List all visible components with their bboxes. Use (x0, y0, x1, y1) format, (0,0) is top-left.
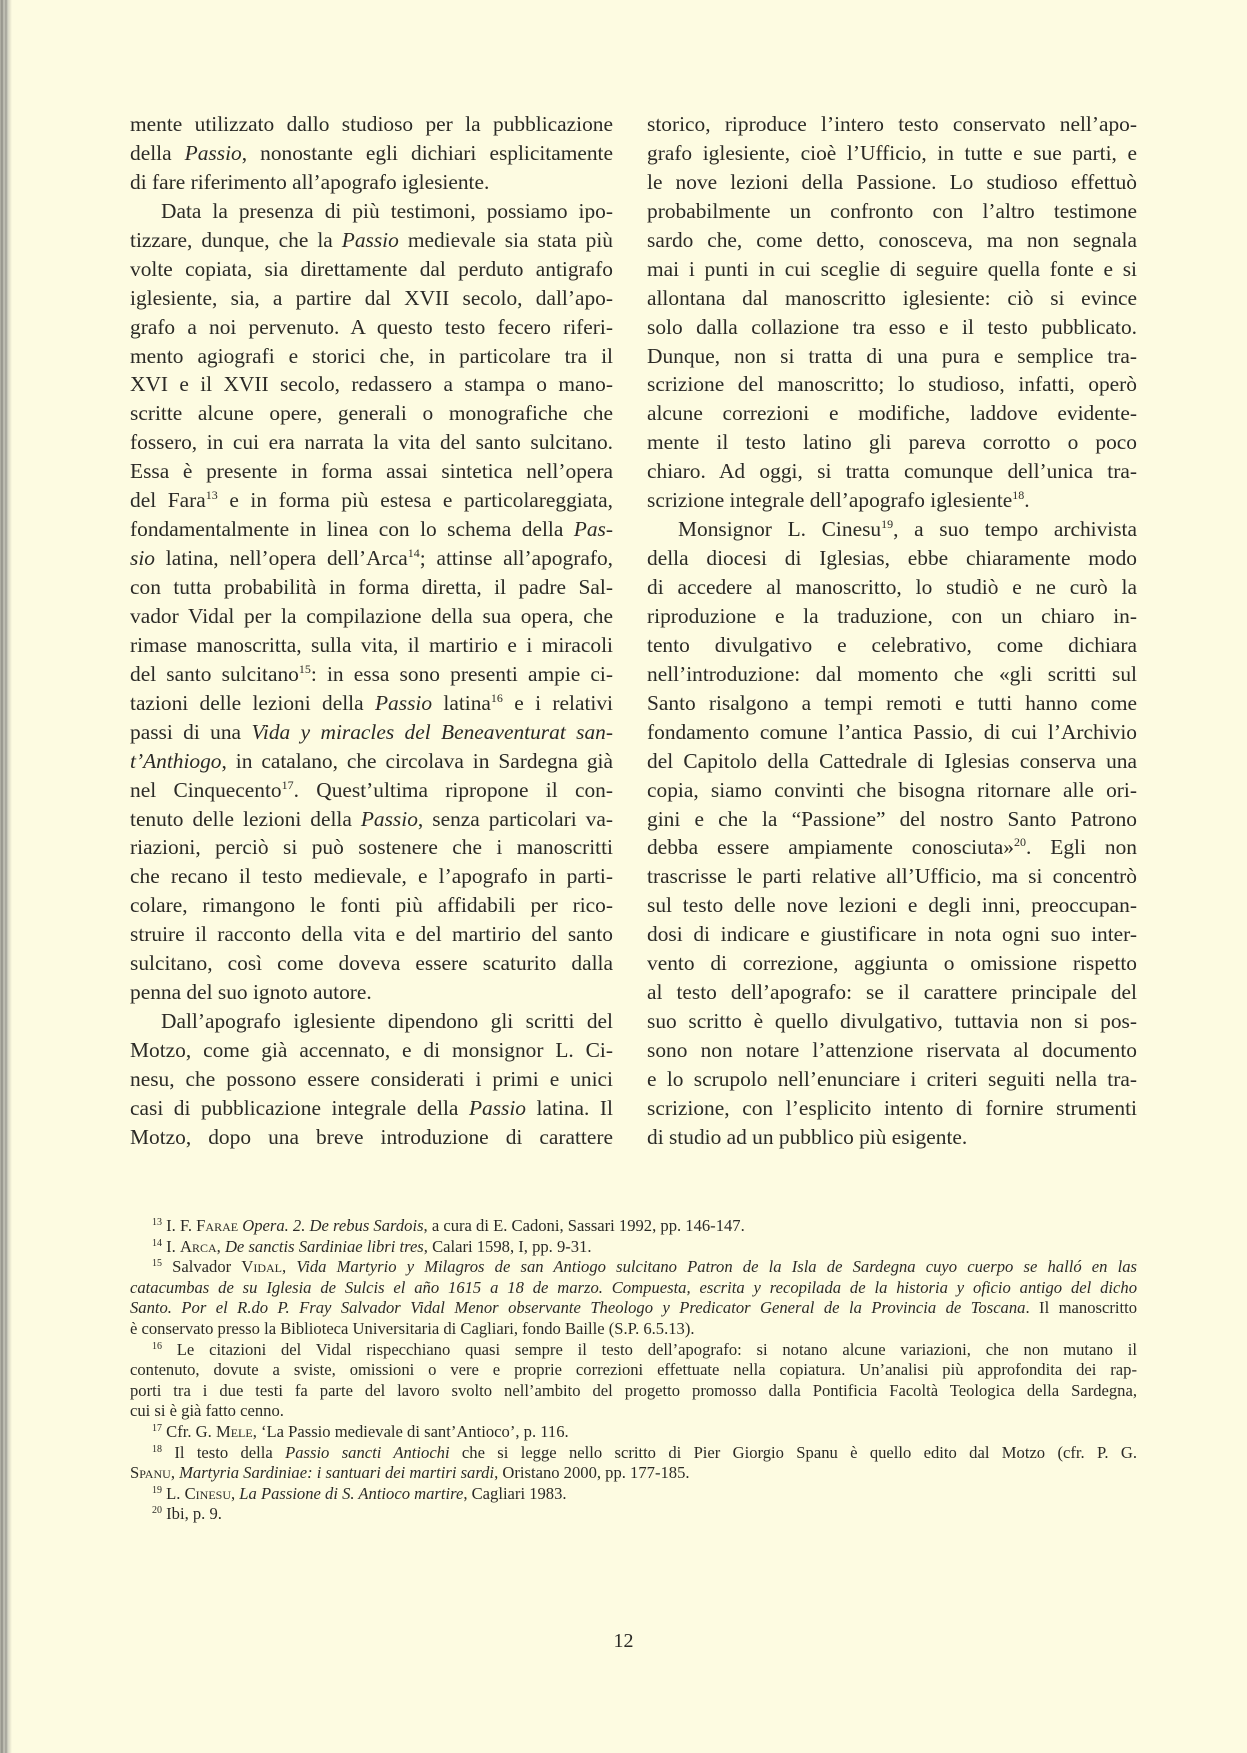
footnote-line (130, 1340, 1137, 1361)
text-segment: passi di una (130, 719, 252, 744)
italic-text: Passio (374, 690, 433, 715)
text-segment: casi di pubblicazione integrale della (130, 1095, 469, 1120)
text-line (647, 833, 1137, 862)
text-line (647, 660, 1137, 689)
text-line (130, 428, 613, 457)
text-segment: porti tra i due testi fa parte del lavoro svolto nell’ambito del progetto promosso dalla Pontificia Facoltà Teologica della Sardegna, (130, 1380, 1137, 1400)
footnote-line (130, 1381, 1137, 1402)
text-segment: , senza particolari va- (417, 806, 613, 831)
text-line (647, 486, 1137, 515)
text-segment: dosi di indicare e giustificare in nota ogni suo inter- (647, 922, 1137, 947)
italic-text: Passio sancti Antiochi (285, 1442, 450, 1462)
footnote-reference: 14 (407, 546, 420, 561)
text-segment: probabilmente un confronto con l’altro testimone (647, 198, 1137, 223)
footnote-reference: 16 (490, 690, 503, 705)
text-line (647, 428, 1137, 457)
text-line (130, 862, 613, 891)
footnote-line (130, 1298, 1137, 1319)
text-segment: copia, siamo convinti che bisogna ritornare alle ori- (647, 777, 1137, 802)
text-segment: solo dalla collazione tra esso e il testo pubblicato. (647, 314, 1137, 339)
body-column-left (130, 110, 613, 1152)
text-line (647, 718, 1137, 747)
text-line (130, 573, 613, 602)
text-segment: sul testo delle nove lezioni e degli inni, preoccupan- (647, 893, 1137, 918)
text-line (130, 631, 613, 660)
footnote-reference: 17 (152, 1422, 162, 1434)
text-segment: XVI e il XVII secolo, redassero a stampa o mano- (130, 372, 613, 397)
text-segment: di accedere al manoscritto, lo studiò e ne curò la (647, 575, 1137, 599)
text-segment: vador Vidal per la compilazione della sua opera, che (130, 603, 613, 628)
text-line (647, 399, 1137, 428)
footnote-line (130, 1504, 1137, 1525)
text-segment: storico, riproduce l’intero testo conservato nell’apo- (647, 112, 1137, 136)
text-segment: è conservato presso la Biblioteca Universitaria di Cagliari, fondo Baille (S.P. 6.5.13). (130, 1318, 695, 1338)
text-segment: debba essere ampiamente conosciuta» (647, 835, 1014, 860)
footnote-line (130, 1278, 1137, 1299)
italic-text: Passio (360, 806, 418, 831)
text-segment: Monsignor L. Cinesu (678, 517, 882, 542)
text-line (130, 168, 613, 197)
text-segment: sulcitano, così come doveva essere scaturito dalla (130, 951, 613, 976)
text-segment: Dunque, non si tratta di una pura e semplice tra- (647, 343, 1137, 368)
text-segment: al testo dell’apografo: se il carattere principale del (647, 980, 1137, 1005)
text-line (130, 747, 613, 776)
text-line (130, 226, 613, 255)
text-line (647, 1036, 1137, 1065)
text-segment: . Il manoscritto (1025, 1298, 1137, 1318)
footnote-line (130, 1422, 1137, 1443)
text-segment: chiaro. Ad oggi, si tratta comunque dell’unica tra- (647, 459, 1137, 484)
text-line (647, 978, 1137, 1007)
text-line (130, 1123, 613, 1152)
text-line (647, 515, 1137, 544)
text-segment: tenuto delle lezioni della (130, 806, 361, 831)
text-line (130, 920, 613, 949)
text-line (647, 862, 1137, 891)
author-name: Spanu (130, 1463, 171, 1483)
text-segment: scritte alcune opere, generali o monografiche che (130, 401, 613, 426)
text-line (130, 949, 613, 978)
text-segment: : in essa sono presenti ampie ci- (310, 661, 613, 686)
text-line (647, 457, 1137, 486)
text-line (130, 255, 613, 284)
footnote-line (130, 1484, 1137, 1505)
text-line (130, 805, 613, 834)
text-line (130, 978, 613, 1007)
text-segment: . Egli non (1025, 835, 1138, 860)
text-line (130, 689, 613, 718)
text-line (647, 891, 1137, 920)
text-line (130, 313, 613, 342)
text-segment: le nove lezioni della Passione. Lo studioso effettuò (647, 169, 1137, 194)
text-segment: cui si è già fatto cenno. (130, 1401, 284, 1421)
text-line (647, 197, 1137, 226)
text-segment: Cfr. G. (162, 1421, 216, 1441)
footnote-reference: 13 (152, 1217, 162, 1228)
footnote-reference: 19 (152, 1484, 162, 1496)
text-line (647, 805, 1137, 834)
text-segment: I. (162, 1236, 180, 1256)
text-segment: del santo sulcitano (130, 661, 299, 686)
text-segment: nell’introduzione: dal momento che «gli scritti sul (647, 661, 1137, 686)
italic-text: Passio (468, 1095, 526, 1120)
footnote-reference: 17 (281, 777, 294, 792)
text-segment: Dall’apografo iglesiente dipendono gli scritti del (161, 1009, 613, 1034)
text-segment: volte copiata, sia direttamente dal perduto antigrafo (130, 256, 613, 281)
text-line (647, 226, 1137, 255)
italic-text: Martyria Sardiniae: i santuari dei martiri sardi (179, 1463, 495, 1483)
italic-text: t’Anthiogo (130, 748, 222, 773)
text-line (647, 370, 1137, 399)
text-segment: mento agiografi e storici che, in particolare tra il (130, 343, 613, 368)
text-segment: nesu, che possono essere considerati i primi e unici (130, 1066, 613, 1091)
text-line (647, 110, 1137, 139)
text-line (130, 776, 613, 805)
text-line (130, 342, 613, 371)
footnote-line (130, 1319, 1137, 1340)
text-segment: tento divulgativo e celebrativo, come dichiara (647, 632, 1137, 657)
text-segment: scrizione integrale dell’apografo iglesiente (647, 488, 1013, 513)
text-segment: di fare riferimento all’apografo iglesiente. (130, 169, 490, 194)
text-segment: trascrisse le parti relative all’Ufficio, ma si concentrò (647, 864, 1137, 889)
text-segment: e i relativi (502, 690, 613, 715)
footnote-line (130, 1401, 1137, 1422)
italic-text: Santo. Por el R.do P. Fray Salvador Vidal Menor observante Theologo y Predicator General de la Provincia de Toscana (130, 1298, 1026, 1318)
footnote-reference: 15 (298, 661, 311, 676)
footnote-reference: 20 (152, 1505, 162, 1517)
text-segment: nel Cinquecento (130, 777, 282, 802)
text-segment: colare, rimangono le fonti più affidabili per rico- (130, 893, 613, 918)
italic-text: sio (130, 546, 155, 571)
footnote-line (130, 1360, 1137, 1381)
text-segment: sardo che, come detto, conosceva, ma non segnala (647, 227, 1137, 252)
text-line (130, 139, 613, 168)
text-segment: rimase manoscritta, sulla vita, il martirio e i miracoli (130, 632, 613, 657)
footnote-reference: 18 (152, 1443, 162, 1455)
text-line (647, 949, 1137, 978)
footnote-reference: 15 (152, 1258, 162, 1270)
text-segment: , (216, 1236, 225, 1256)
text-segment: ; attinse all’apografo, (419, 546, 613, 571)
text-segment: I. F. (162, 1216, 197, 1235)
text-line (130, 833, 613, 862)
text-segment: , nonostante egli dichiari esplicitamente (241, 140, 613, 165)
text-segment: , a suo tempo archivista (893, 517, 1137, 542)
text-line (647, 920, 1137, 949)
footnote-reference: 20 (1013, 835, 1026, 850)
text-line (647, 776, 1137, 805)
text-line (647, 139, 1137, 168)
body-column-right (647, 110, 1137, 1152)
italic-text: Vida y miracles del Beneaventurat san- (251, 719, 613, 744)
text-segment: , Oristano 2000, pp. 177-185. (494, 1463, 690, 1483)
text-segment: medievale sia stata più (398, 227, 613, 252)
text-segment: Ibi, p. 9. (162, 1504, 222, 1524)
footnote-reference: 18 (1012, 488, 1025, 503)
text-segment: riproduzione e la traduzione, con un chiaro in- (647, 603, 1137, 628)
text-segment: grafo iglesiente, cioè l’Ufficio, in tutte e sue parti, e (647, 140, 1137, 165)
text-line (130, 718, 613, 747)
text-line (647, 631, 1137, 660)
text-line (647, 168, 1137, 197)
text-segment: sono non notare l’attenzione riservata al documento (647, 1038, 1137, 1062)
text-line (647, 1007, 1137, 1036)
text-segment: gini e che la “Passione” del nostro Santo Patrono (647, 806, 1137, 831)
text-line (647, 284, 1137, 313)
text-line (647, 255, 1137, 284)
text-line (130, 1065, 613, 1094)
page-number: 12 (613, 1630, 634, 1652)
text-segment: , a cura di E. Cadoni, Sassari 1992, pp. 146-147. (423, 1216, 745, 1235)
text-segment: latina, nell’opera dell’Arca (154, 546, 408, 571)
text-segment: del Fara (130, 488, 206, 513)
text-segment: della diocesi di Iglesias, ebbe chiaramente modo (647, 546, 1137, 571)
text-line (647, 747, 1137, 776)
text-segment: scrizione, con l’esplicito intento di fornire strumenti (647, 1095, 1137, 1120)
text-line (130, 602, 613, 631)
text-line (130, 515, 613, 544)
text-segment: fondamentalmente in linea con lo schema della (130, 517, 574, 542)
author-name: Arca (179, 1236, 217, 1256)
text-segment: mente utilizzato dallo studioso per la pubblicazione (130, 112, 613, 136)
text-line (647, 313, 1137, 342)
text-segment: contenuto, dovute a sviste, omissioni o vere e proprie correzioni effettuate nella copiatura. Un’analisi più approfondita dei rap- (130, 1360, 1137, 1380)
text-segment: della (130, 140, 185, 165)
text-line (647, 1123, 1137, 1152)
italic-text: La Passione di S. Antioco martire (239, 1483, 464, 1503)
text-line (130, 660, 613, 689)
italic-text: Vida Martyrio y Milagros de san Antiogo sulcitano Patron de la Isla de Sardegna cuyo cuerpo se halló en las (296, 1257, 1137, 1277)
text-segment: fondamento comune l’antica Passio, di cui l’Archivio (647, 719, 1137, 744)
italic-text: Opera. 2. De rebus Sardois (242, 1216, 424, 1235)
text-segment: latina (432, 690, 491, 715)
text-line (130, 1036, 613, 1065)
text-segment: grafo a noi pervenuto. A questo testo fecero riferi- (130, 314, 613, 339)
author-name: Vidal (241, 1257, 282, 1277)
footnote-reference: 14 (152, 1237, 162, 1249)
text-segment: e lo scrupolo nell’enunciare i criteri seguiti nella tra- (647, 1066, 1137, 1091)
author-name: Cinesu (184, 1483, 231, 1503)
binding-gutter (0, 0, 12, 1753)
text-segment: . Quest’ultima ripropone il con- (293, 777, 613, 802)
text-line (647, 1094, 1137, 1123)
text-segment: alcune correzioni e modifiche, laddove evidente- (647, 401, 1137, 426)
text-segment: scrizione del manoscritto; lo studioso, infatti, operò (647, 372, 1137, 397)
text-segment: L. (162, 1483, 185, 1503)
text-segment: tazioni delle lezioni della (130, 690, 375, 715)
text-segment: Santo risalgono a tempi remoti e tutti hanno come (647, 690, 1137, 715)
text-segment: del Capitolo della Cattedrale di Iglesias conserva una (647, 748, 1137, 773)
text-segment: , Calari 1598, I, pp. 9-31. (423, 1236, 592, 1256)
text-segment: tizzare, dunque, che la (130, 227, 342, 252)
footnotes (130, 1216, 1137, 1525)
text-segment: con tutta probabilità in forma diretta, il padre Sal- (130, 575, 613, 599)
text-line (647, 544, 1137, 573)
text-line (130, 544, 613, 573)
text-line (647, 342, 1137, 371)
italic-text: Pas- (573, 517, 613, 542)
text-line (130, 284, 613, 313)
text-segment: struire il racconto della vita e del martirio del santo (130, 922, 613, 947)
text-segment: Essa è presente in forma assai sintetica nell’opera (130, 459, 613, 484)
text-line (130, 1007, 613, 1036)
text-segment: penna del suo ignoto autore. (130, 980, 372, 1005)
text-segment: Data la presenza di più testimoni, possiamo ipo- (161, 198, 613, 223)
text-segment: Il testo della (162, 1442, 286, 1462)
text-line (130, 110, 613, 139)
text-line (130, 399, 613, 428)
italic-text: Passio (341, 227, 399, 252)
text-segment: suo scritto è quello divulgativo, tuttavia non si pos- (647, 1009, 1137, 1034)
text-segment: , (170, 1463, 180, 1483)
text-segment: latina. Il (526, 1095, 613, 1120)
text-segment: Motzo, dopo una breve introduzione di carattere (130, 1124, 613, 1149)
text-segment: , Cagliari 1983. (463, 1483, 567, 1503)
text-segment: , ‘La Passio medievale di sant’Antioco’, p. 116. (252, 1421, 569, 1441)
italic-text: De sanctis Sardiniae libri tres (224, 1236, 424, 1256)
text-segment: Le citazioni del Vidal rispecchiano quasi sempre il testo dell’apografo: si notano alcune variazioni, che non mutano il (162, 1339, 1137, 1359)
text-line (647, 1065, 1137, 1094)
text-segment: di studio ad un pubblico più esigente. (647, 1124, 968, 1149)
text-segment: . (1024, 488, 1030, 513)
text-segment: che recano il testo medievale, e l’apografo in parti- (130, 864, 613, 889)
footnote-line (130, 1257, 1137, 1278)
text-segment: fossero, in cui era narrata la vita del santo sulcitano. (130, 430, 613, 455)
author-name: Mele (215, 1421, 253, 1441)
footnote-line (130, 1443, 1137, 1464)
text-segment: riazioni, perciò si può sostenere che i manoscritti (130, 835, 613, 860)
text-segment: , (231, 1483, 240, 1503)
footnote-line (130, 1237, 1137, 1258)
footnote-reference: 19 (881, 517, 894, 532)
text-line (130, 370, 613, 399)
text-line (647, 689, 1137, 718)
footnote-line (130, 1216, 1137, 1237)
text-line (130, 197, 613, 226)
text-segment: vento di correzione, aggiunta o omissione rispetto (647, 951, 1137, 976)
text-segment: mente il testo latino gli pareva corrotto o poco (647, 430, 1137, 455)
footnote-line (130, 1463, 1137, 1484)
text-line (130, 457, 613, 486)
text-line (130, 486, 613, 515)
author-name: Farae (196, 1216, 239, 1235)
text-line (130, 1094, 613, 1123)
italic-text: Passio (184, 140, 242, 165)
text-segment: iglesiente, sia, a partire dal XVII secolo, dall’apo- (130, 285, 613, 310)
text-segment: mai i punti in cui sceglie di seguire quella fonte e si (647, 256, 1137, 281)
text-line (647, 573, 1137, 602)
italic-text: catacumbas de su Iglesia de Sulcis el año 1615 a 18 de marzo. Compuesta, escrita y recopilada de la historia y oficio antigo del dicho (130, 1277, 1137, 1297)
text-segment: che si legge nello scritto di Pier Giorgio Spanu è quello edito dal Motzo (cfr. P. G. (449, 1442, 1137, 1462)
text-segment: e in forma più estesa e particolareggiata, (217, 488, 613, 513)
text-line (130, 891, 613, 920)
text-segment: , in catalano, che circolava in Sardegna già (221, 748, 613, 773)
text-segment: allontana dal manoscritto iglesiente: ciò si evince (647, 285, 1137, 310)
footnote-reference: 13 (205, 488, 218, 503)
text-segment: , (282, 1257, 297, 1277)
text-segment: Salvador (162, 1257, 242, 1277)
text-segment: Motzo, come già accennato, e di monsignor L. Ci- (130, 1038, 613, 1062)
text-line (647, 602, 1137, 631)
footnote-reference: 16 (152, 1340, 162, 1352)
